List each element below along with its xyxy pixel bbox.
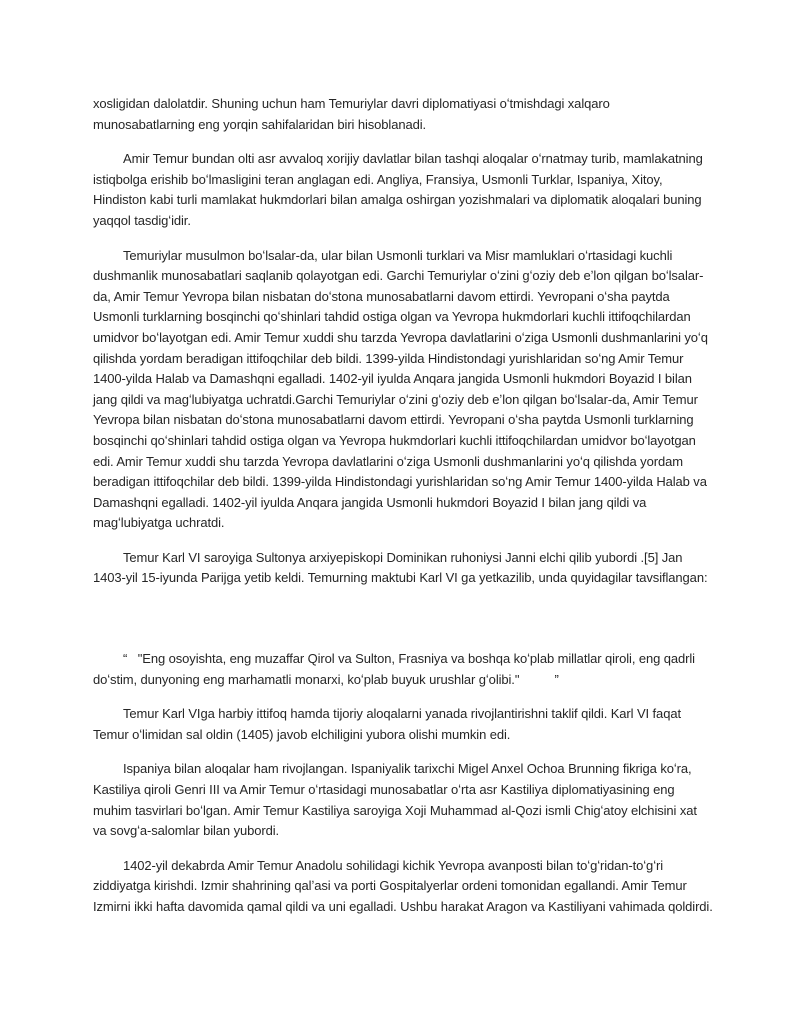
paragraph-3: Temuriylar musulmon boʻlsalar-da, ular bilan Usmonli turklari va Misr mamluklari oʻrtasidagi kuchli dushmanlik munosabatlari saqlanib qolayotgan edi. Garchi Temuriylar oʻzini gʻoziy deb eʼlon qilgan boʻlsalar-da, Amir Temur Yevropa bilan nisbatan doʻstona munosabatlarni davom ettirdi. Yevropani oʻsha paytda Usmonli turklarning bosqinchi qoʻshinlari tahdid ostiga olgan va Yevropa hukmdorlari kuchli ittifoqchilardan umidvor boʻlayotgan edi. Amir Temur xuddi shu tarzda Yevropa davlatlarini oʻziga Usmonli dushmanlarini yoʻq qilishda yordam beradigan ittifoqchilar deb bildi. 1399-yilda Hindistondagi yurishlaridan soʻng Amir Temur 1400-yilda Halab va Damashqni egalladi. 1402-yil iyulda Anqara jangida Usmonli hukmdori Boyazid I bilan jang qildi va magʻlubiyatga uchratdi.Garchi Temuriylar oʻzini gʻoziy deb eʼlon qilgan boʻlsalar-da, Amir Temur Yevropa bilan nisbatan doʻstona munosabatlarni davom ettirdi. Yevropani oʻsha paytda Usmonli turklarning bosqinchi qoʻshinlari tahdid ostiga olgan va Yevropa hukmdorlari kuchli ittifoqchilardan umidvor boʻlayotgan edi. Amir Temur xuddi shu tarzda Yevropa davlatlarini oʻziga Usmonli dushmanlarini yoʻq qilishda yordam beradigan ittifoqchilar deb bildi. 1399-yilda Hindistondagi yurishlaridan soʻng Amir Temur 1400-yilda Halab va Damashqni egalladi. 1402-yil iyulda Anqara jangida Usmonli hukmdori Boyazid I bilan jang qildi va magʻlubiyatga uchratdi. [93, 247, 708, 531]
quotation [93, 649, 713, 690]
quote-text: "Eng osoyishta, eng muzaffar Qirol va Sulton, Frasniya va boshqa koʻplab millatlar qiroli, eng qadrli doʻstim, dunyoning eng marhamatli monarxi, koʻplab buyuk urushlar gʻolibi." [93, 651, 695, 687]
paragraph-7: 1402-yil dekabrda Amir Temur Anadolu sohilidagi kichik Yevropa avanposti bilan toʻgʻridan-toʻgʻri ziddiyatga kirishdi. Izmir shahrining qalʼasi va porti Gospitalyerlar ordeni tomonidan egallandi. Amir Temur Izmirni ikki hafta davomida qamal qildi va uni egalladi. Ushbu harakat Aragon va Kastiliyani vahimada qoldirdi. [93, 857, 713, 914]
paragraph-6: Ispaniya bilan aloqalar ham rivojlangan. Ispaniyalik tarixchi Migel Anxel Ochoa Brunning fikriga koʻra, Kastiliya qiroli Genri III va Amir Temur oʻrtasidagi munosabatlar oʻrta asr Kastiliya diplomatiyasining eng muhim tasvirlari boʻlgan. Amir Temur Kastiliya saroyiga Xoji Muhammad al-Qozi ismli Chigʻatoy elchisini xat va sovgʻa-salomlar bilan yubordi. [93, 761, 697, 839]
paragraph-4: Temur Karl VI saroyiga Sultonya arxiyepiskopi Dominikan ruhoniysi Janni elchi qilib yubordi .[5] Jan 1403-yil 15-iyunda Parijga yetib keldi. Temurning maktubi Karl VI ga yetkazilib, unda quyidagilar tavsiflangan: [93, 549, 708, 586]
document-body [93, 94, 713, 932]
quote-close-mark: ” [554, 671, 559, 687]
paragraph-1: xosligidan dalolatdir. Shuning uchun ham Temuriylar davri diplomatiyasi oʻtmishdagi xalqaro munosabatlarning eng yorqin sahifalaridan biri hisoblanadi. [93, 96, 610, 132]
paragraph-5: Temur Karl VIga harbiy ittifoq hamda tijoriy aloqalarni yanada rivojlantirishni taklif qildi. Karl VI faqat Temur oʻlimidan sal oldin (1405) javob elchiligini yubora olishi mumkin edi. [93, 706, 681, 742]
paragraph-2: Amir Temur bundan olti asr avvaloq xorijiy davlatlar bilan tashqi aloqalar oʻrnatmay turib, mamlakatning istiqbolga erishib boʻlmasligini teran anglagan edi. Angliya, Fransiya, Usmonli Turklar, Ispaniya, Xitoy, Hindiston kabi turli mamlakat hukmdorlari bilan amalga oshirgan yozishmalari va diplomatik aloqalari buning yaqqol tasdigʻidir. [93, 151, 703, 228]
quote-open-mark: “ [123, 651, 128, 667]
blank-space [93, 603, 713, 649]
